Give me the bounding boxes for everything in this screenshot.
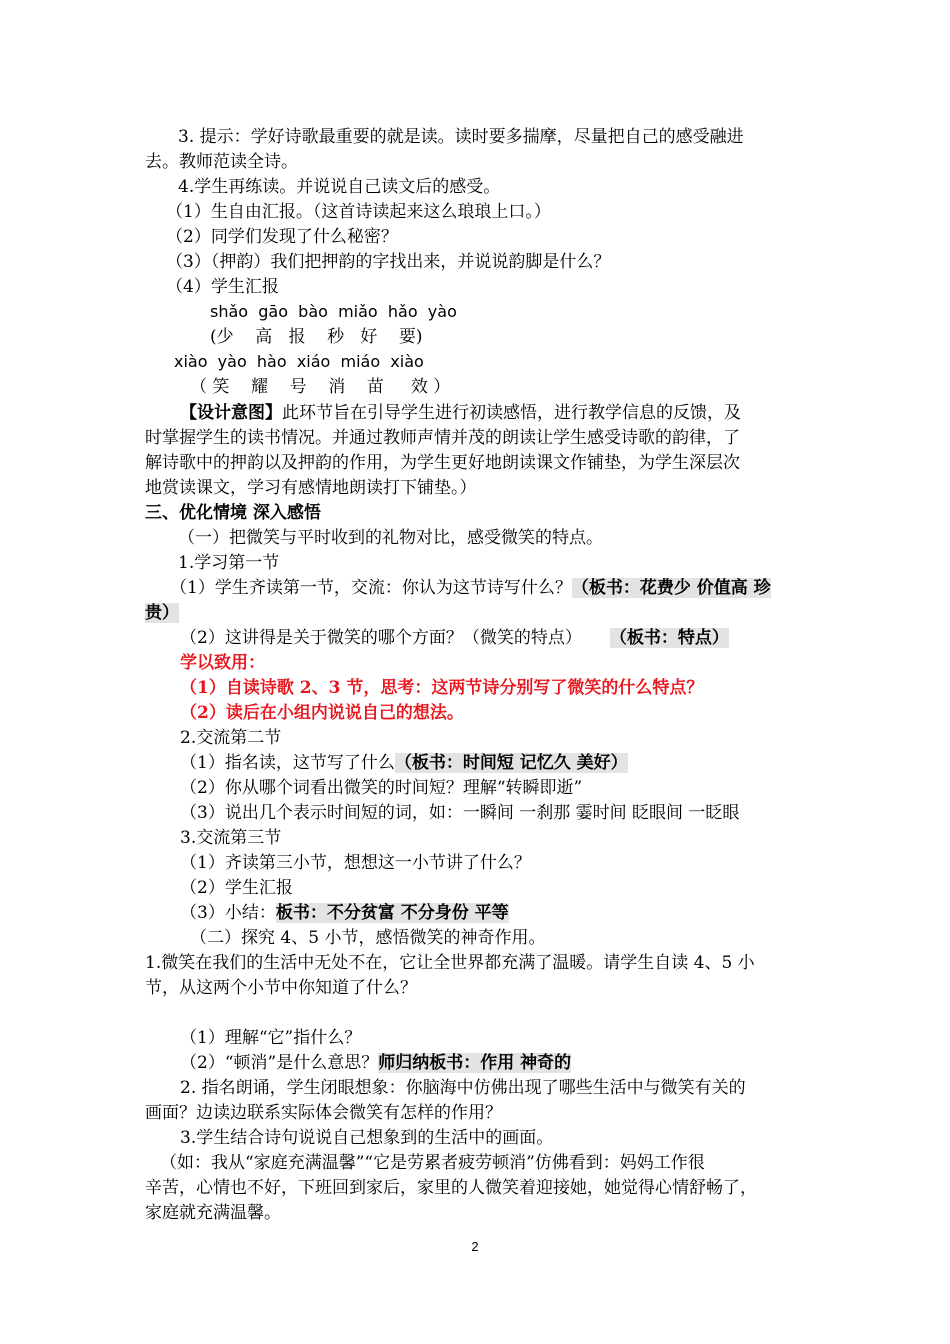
text-line: （一）把微笑与平时收到的礼物对比，感受微笑的特点。 — [178, 528, 603, 548]
pinyin-line: shǎo gāo bào miǎo hǎo yào — [210, 302, 457, 321]
text-line: 3.学生结合诗句说说自己想象到的生活中的画面。 — [180, 1128, 554, 1148]
text-line: 3.交流第三节 — [180, 828, 282, 848]
text-line: 1.微笑在我们的生活中无处不在，它让全世界都充满了温暖。请学生自读 4、5 小 — [145, 953, 755, 973]
text-line: 去。教师范读全诗。 — [145, 152, 298, 172]
pinyin-line: xiào yào hào xiáo miáo xiào — [174, 352, 424, 371]
page-number: 2 — [471, 1239, 479, 1254]
text-line: （2）你从哪个词看出微笑的时间短？理解“转瞬即逝” — [180, 778, 583, 798]
text-line: （2）这讲得是关于微笑的哪个方面？（微笑的特点） （板书：特点） — [180, 628, 729, 648]
text-line: 1.学习第一节 — [178, 553, 280, 573]
text-line: （二）探究 4、5 小节，感悟微笑的神奇作用。 — [190, 928, 546, 948]
board-note: 贵） — [145, 603, 179, 623]
board-note: （板书：花费少 价值高 珍 — [571, 578, 771, 598]
design-intent-line: 【设计意图】此环节旨在引导学生进行初读感悟，进行教学信息的反馈，及 — [180, 403, 741, 423]
text-line: （4）学生汇报 — [166, 277, 279, 297]
text-line: （如：我从“家庭充满温馨”“它是劳累者疲劳顿消”仿佛看到：妈妈工作很 — [160, 1153, 705, 1173]
text-line: （1）生自由汇报。（这首诗读起来这么琅琅上口。） — [166, 202, 551, 222]
text-line: （ 笑 耀 号 消 苗 效 ） — [190, 377, 451, 397]
text-line: （1）理解“它”指什么？ — [180, 1028, 362, 1048]
apply-item: （2）读后在小组内说说自己的想法。 — [180, 703, 464, 723]
text-line: （2）学生汇报 — [180, 878, 293, 898]
text-line: 画面？边读边联系实际体会微笑有怎样的作用？ — [145, 1103, 502, 1123]
text-line: 地赏读课文，学习有感情地朗读打下铺垫。） — [145, 478, 477, 498]
board-note: 板书：不分贫富 不分身份 平等 — [275, 903, 509, 923]
text-line: 3. 提示：学好诗歌最重要的就是读。读时要多揣摩，尽量把自己的感受融进 — [178, 127, 744, 147]
text-line: （3）说出几个表示时间短的词，如：一瞬间 一刹那 霎时间 眨眼间 一眨眼 — [180, 803, 740, 823]
text-line: 节，从这两个小节中你知道了什么？ — [145, 978, 417, 998]
board-note: （板书：时间短 记忆久 美好） — [394, 753, 628, 773]
board-note: （板书：特点） — [609, 628, 729, 648]
text-line: （3）小结：板书：不分贫富 不分身份 平等 — [180, 903, 509, 923]
text-line: 4.学生再练读。并说说自己读文后的感受。 — [178, 177, 501, 197]
text-line: （1）指名读，这节写了什么（板书：时间短 记忆久 美好） — [180, 753, 628, 773]
text-line: 2. 指名朗诵，学生闭眼想象：你脑海中仿佛出现了哪些生活中与微笑有关的 — [180, 1078, 746, 1098]
apply-heading: 学以致用： — [180, 653, 265, 673]
text-line: 2.交流第二节 — [180, 728, 282, 748]
text-line — [145, 601, 179, 625]
apply-item: （1）自读诗歌 2、3 节，思考：这两节诗分别写了微笑的什么特点？ — [180, 678, 704, 698]
text-line: （2）“顿消”是什么意思？师归纳板书：作用 神奇的 — [180, 1053, 572, 1073]
text-line: 辛苦，心情也不好，下班回到家后，家里的人微笑着迎接她，她觉得心情舒畅了， — [145, 1178, 757, 1198]
board-note: 师归纳板书：作用 神奇的 — [378, 1053, 572, 1073]
section-heading: 三、优化情境 深入感悟 — [145, 503, 321, 523]
text-line: 家庭就充满温馨。 — [145, 1203, 281, 1223]
text-line: (少 高 报 秒 好 要) — [210, 327, 423, 347]
text-line: （2）同学们发现了什么秘密？ — [166, 227, 398, 247]
text-line: （1）学生齐读第一节，交流：你认为这节诗写什么？（板书：花费少 价值高 珍 — [170, 578, 771, 598]
text-line: （1）齐读第三小节，想想这一小节讲了什么？ — [180, 853, 531, 873]
text-line: 时掌握学生的读书情况。并通过教师声情并茂的朗读让学生感受诗歌的韵律，了 — [145, 428, 740, 448]
text-line: （3）（押韵）我们把押韵的字找出来，并说说韵脚是什么？ — [166, 252, 611, 272]
text-line: 解诗歌中的押韵以及押韵的作用，为学生更好地朗读课文作铺垫，为学生深层次 — [145, 453, 740, 473]
